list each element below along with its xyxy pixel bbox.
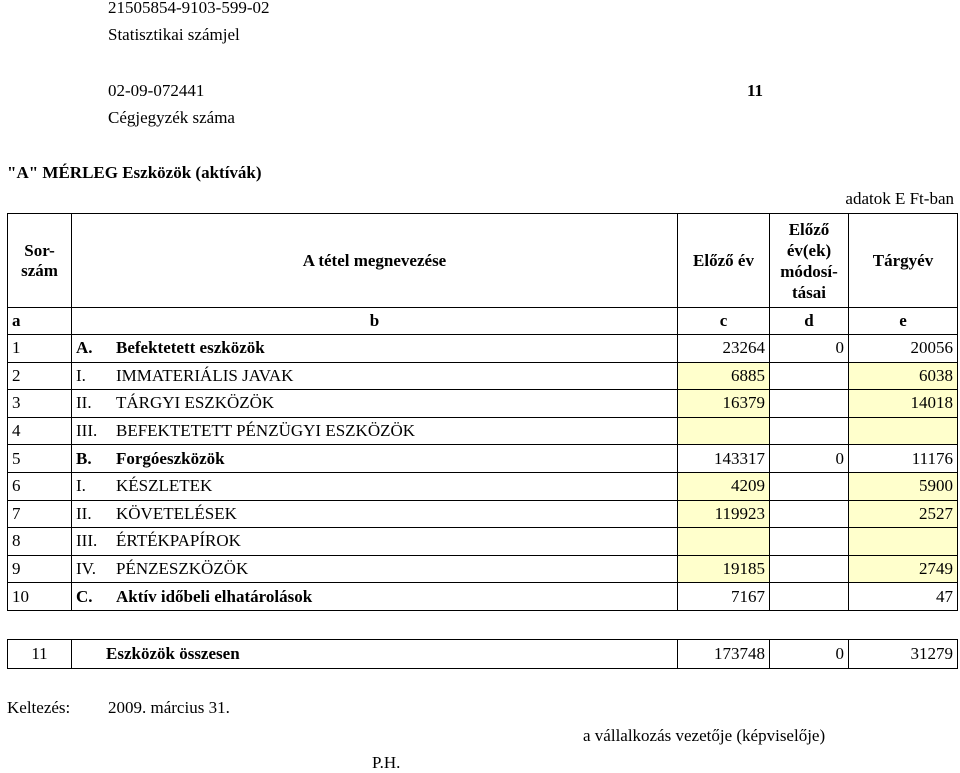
row-number: 2	[8, 362, 72, 390]
row-roman: III.	[76, 421, 98, 441]
row-prev-year	[678, 528, 770, 556]
stamp-label: P.H.	[372, 753, 401, 772]
header-current-year: Tárgyév	[849, 214, 958, 308]
row-number: 5	[8, 445, 72, 473]
row-current-year: 47	[849, 583, 958, 611]
row-modification	[770, 583, 849, 611]
row-number: 9	[8, 555, 72, 583]
row-name	[72, 417, 678, 445]
row-prev-year: 4209	[678, 472, 770, 500]
row-label: KÖVETELÉSEK	[116, 503, 237, 523]
row-roman: III.	[76, 531, 98, 551]
date-value: 2009. március 31.	[108, 698, 230, 717]
table-row	[8, 583, 958, 611]
table-row	[8, 472, 958, 500]
row-prev-year	[678, 417, 770, 445]
letter-a: a	[8, 308, 72, 335]
row-modification: 0	[770, 445, 849, 473]
header-name: A tétel megnevezése	[72, 214, 678, 308]
row-roman: II.	[76, 503, 92, 523]
row-modification: 0	[770, 335, 849, 363]
letter-d: d	[770, 308, 849, 335]
row-number: 8	[8, 528, 72, 556]
row-name	[72, 555, 678, 583]
total-name: Eszközök összesen	[72, 640, 678, 669]
table-row	[8, 528, 958, 556]
row-roman: IV.	[76, 559, 96, 579]
page-number: 11	[747, 81, 764, 100]
row-prev-year: 23264	[678, 335, 770, 363]
date-label: Keltezés:	[7, 698, 71, 717]
row-modification	[770, 500, 849, 528]
row-label: KÉSZLETEK	[116, 476, 213, 496]
row-prev-year: 16379	[678, 390, 770, 418]
registry-label: Cégjegyzék száma	[108, 108, 235, 127]
row-roman: A.	[76, 338, 93, 358]
row-number: 1	[8, 335, 72, 363]
row-name	[72, 583, 678, 611]
row-label: Aktív időbeli elhatárolások	[116, 586, 313, 606]
row-label: ÉRTÉKPAPÍROK	[116, 531, 241, 551]
table-row	[8, 500, 958, 528]
row-label: PÉNZESZKÖZÖK	[116, 559, 249, 579]
table-row	[8, 390, 958, 418]
row-roman: II.	[76, 393, 92, 413]
header-sorszam: Sor- szám	[8, 214, 72, 308]
row-name	[72, 390, 678, 418]
row-name	[72, 500, 678, 528]
page-title: "A" MÉRLEG Eszközök (aktívák)	[7, 163, 262, 182]
row-label: Befektetett eszközök	[116, 338, 265, 358]
row-number: 6	[8, 472, 72, 500]
total-mod: 0	[770, 640, 849, 669]
total-curr: 31279	[849, 640, 958, 669]
letter-e: e	[849, 308, 958, 335]
row-roman: I.	[76, 365, 86, 385]
row-current-year: 14018	[849, 390, 958, 418]
letter-b: b	[72, 308, 678, 335]
row-modification	[770, 472, 849, 500]
row-modification	[770, 362, 849, 390]
row-current-year: 2749	[849, 555, 958, 583]
signer-label: a vállalkozás vezetője (képviselője)	[583, 726, 826, 745]
table-row	[8, 417, 958, 445]
total-prev: 173748	[678, 640, 770, 669]
table-row	[8, 362, 958, 390]
row-current-year	[849, 417, 958, 445]
row-prev-year: 143317	[678, 445, 770, 473]
row-number: 7	[8, 500, 72, 528]
row-roman: C.	[76, 586, 93, 606]
table-header-row	[8, 214, 958, 308]
row-number: 4	[8, 417, 72, 445]
row-modification	[770, 555, 849, 583]
row-prev-year: 119923	[678, 500, 770, 528]
letter-row	[8, 308, 958, 335]
table-row	[8, 445, 958, 473]
table-row	[8, 335, 958, 363]
row-modification	[770, 390, 849, 418]
row-prev-year: 7167	[678, 583, 770, 611]
row-label: BEFEKTETETT PÉNZÜGYI ESZKÖZÖK	[116, 421, 416, 441]
row-current-year: 11176	[849, 445, 958, 473]
row-current-year: 2527	[849, 500, 958, 528]
balance-table	[7, 213, 958, 611]
row-name	[72, 335, 678, 363]
row-current-year	[849, 528, 958, 556]
row-prev-year: 6885	[678, 362, 770, 390]
row-current-year: 5900	[849, 472, 958, 500]
header-prev-year: Előző év	[678, 214, 770, 308]
row-label: TÁRGYI ESZKÖZÖK	[116, 393, 275, 413]
stat-number: 21505854-9103-599-02	[108, 0, 270, 17]
row-roman: B.	[76, 448, 92, 468]
table-row	[8, 555, 958, 583]
row-modification	[770, 528, 849, 556]
total-number: 11	[8, 640, 72, 669]
row-number: 10	[8, 583, 72, 611]
row-number: 3	[8, 390, 72, 418]
row-label: IMMATERIÁLIS JAVAK	[116, 365, 294, 385]
stat-label: Statisztikai számjel	[108, 25, 240, 44]
row-name	[72, 445, 678, 473]
row-modification	[770, 417, 849, 445]
total-table	[7, 639, 958, 669]
row-roman: I.	[76, 476, 86, 496]
registry-number: 02-09-072441	[108, 81, 205, 100]
row-label: Forgóeszközök	[116, 448, 225, 468]
row-current-year: 6038	[849, 362, 958, 390]
unit-note: adatok E Ft-ban	[845, 189, 954, 208]
row-name	[72, 472, 678, 500]
row-prev-year: 19185	[678, 555, 770, 583]
total-row	[8, 640, 958, 669]
row-current-year: 20056	[849, 335, 958, 363]
row-name	[72, 528, 678, 556]
letter-c: c	[678, 308, 770, 335]
header-modifications: Előző év(ek) módosí- tásai	[770, 214, 849, 308]
row-name	[72, 362, 678, 390]
